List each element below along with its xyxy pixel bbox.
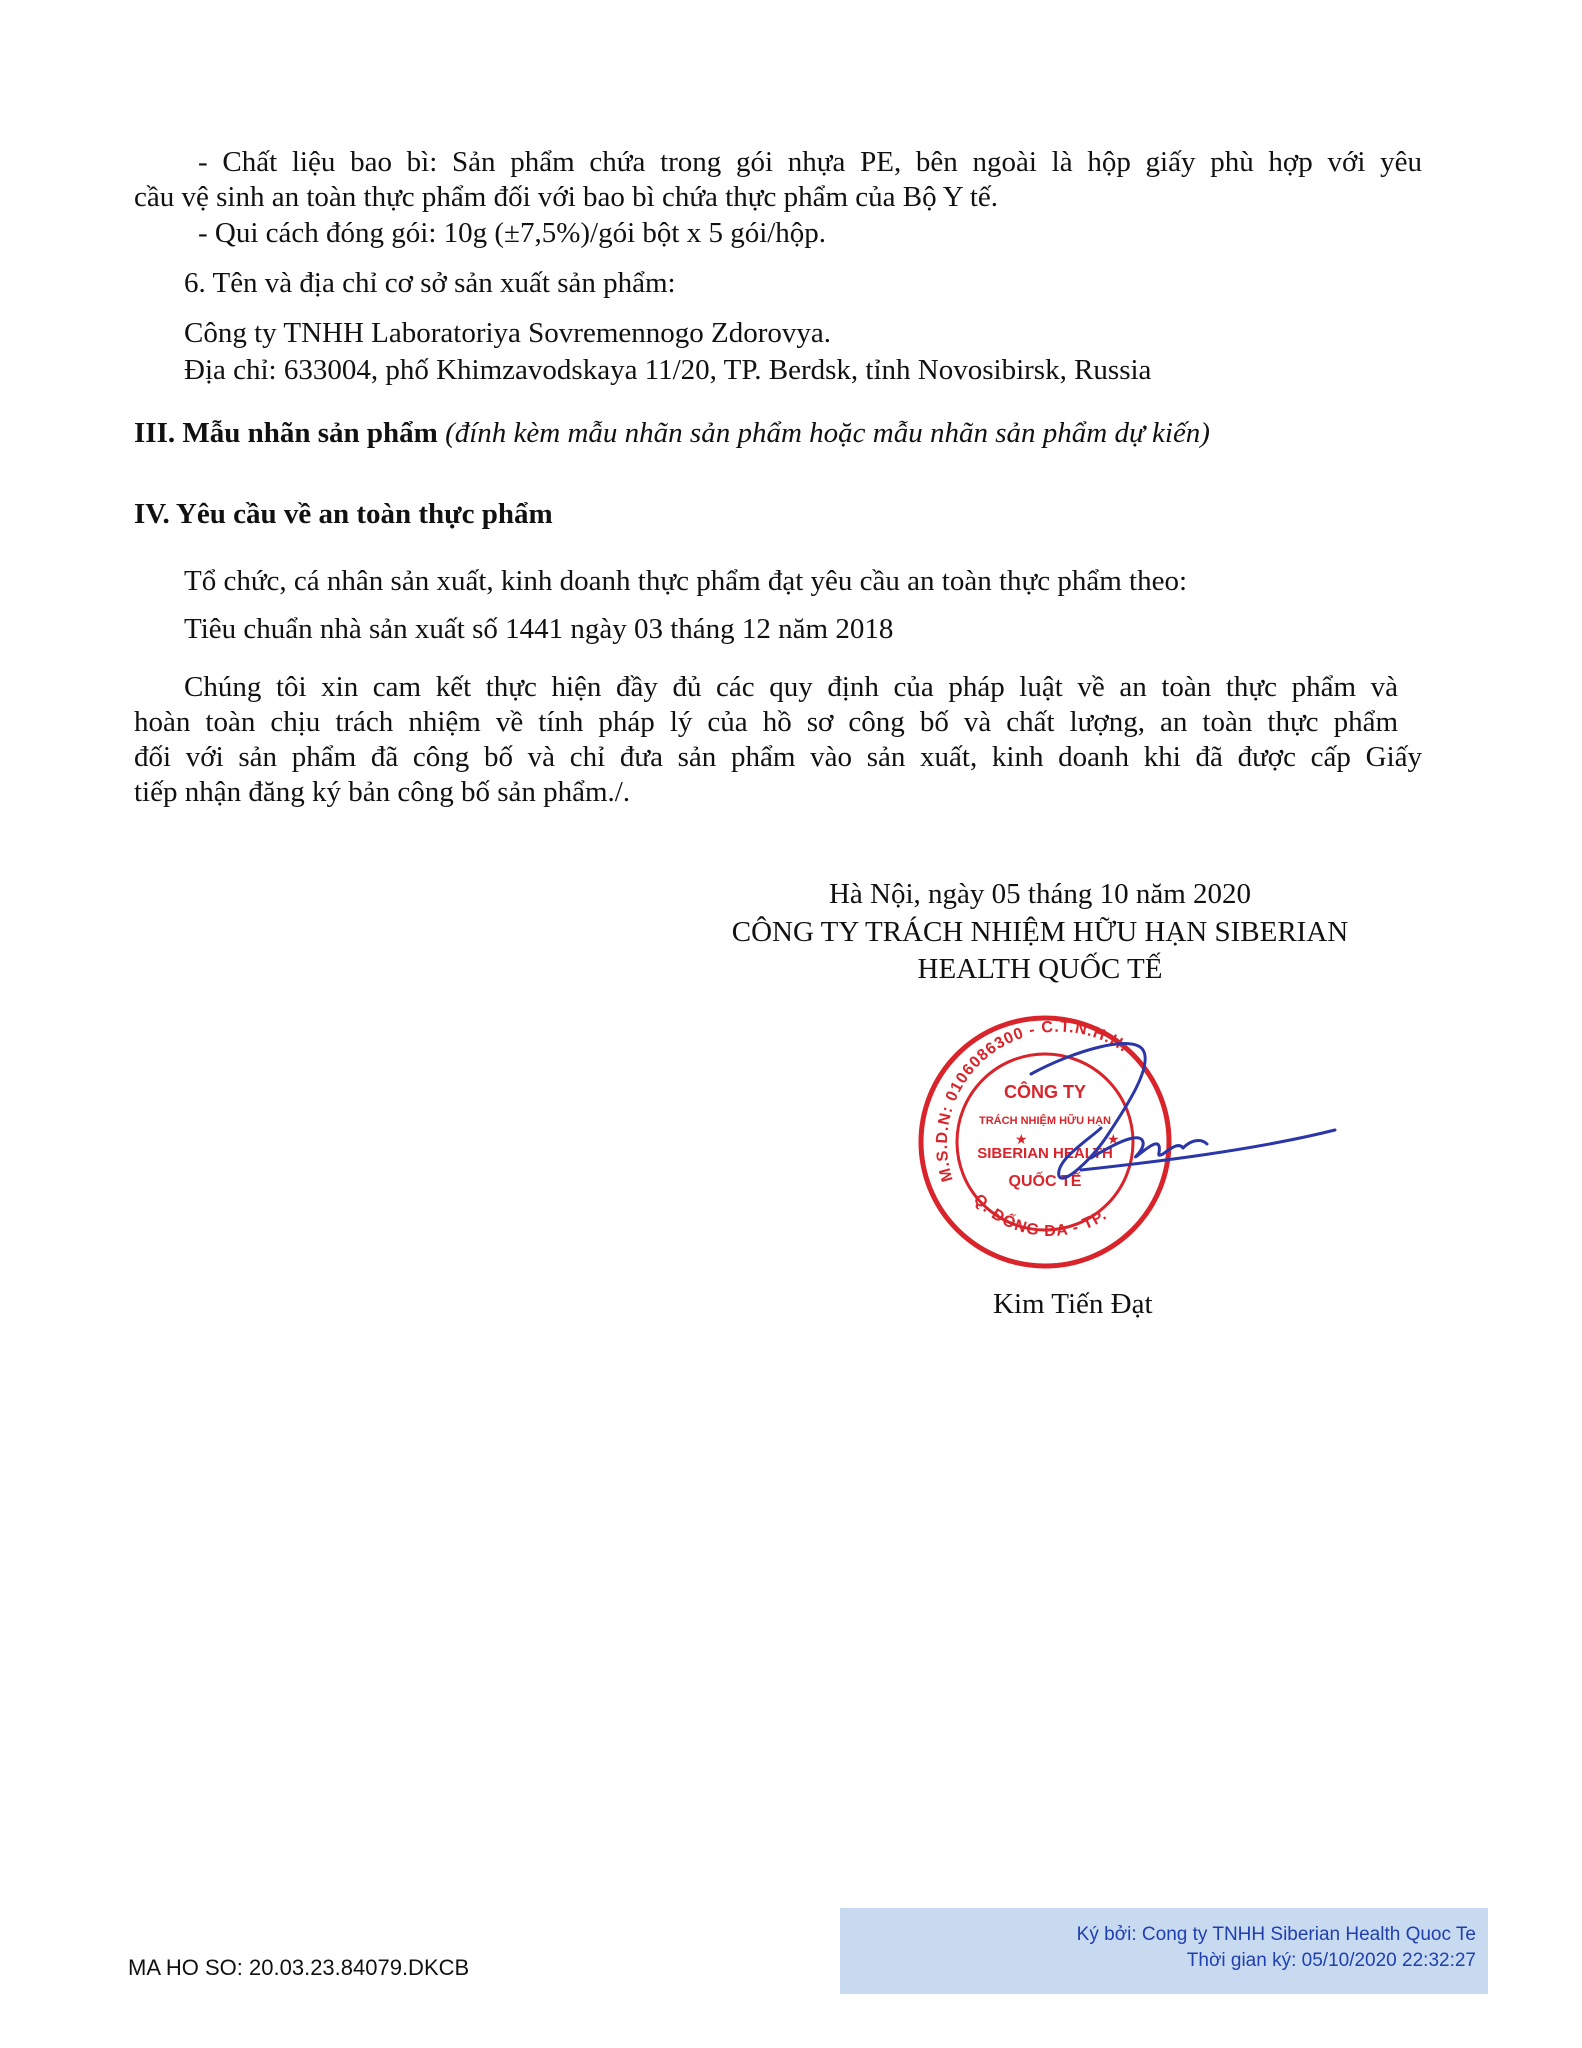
dossier-code: MA HO SO: 20.03.23.84079.DKCB bbox=[128, 1955, 470, 1980]
section-iv-standard: Tiêu chuẩn nhà sản xuất số 1441 ngày 03 tháng 12 năm 2018 bbox=[184, 613, 894, 645]
section-iii-line bbox=[134, 416, 1210, 450]
section-iv-heading: IV. Yêu cầu về an toàn thực phẩm bbox=[134, 498, 553, 530]
packaging-material-line1: - Chất liệu bao bì: Sản phẩm chứa trong gói nhựa PE, bên ngoài là hộp giấy phù hợp với yêu bbox=[198, 146, 1422, 178]
commitment-line3: đối với sản phẩm đã công bố và chỉ đưa sản phẩm vào sản xuất, kinh doanh khi đã được cấp Giấy bbox=[134, 741, 1422, 773]
svg-text:★: ★ bbox=[1015, 1131, 1028, 1147]
company-name-line1: CÔNG TY TRÁCH NHIỆM HỮU HẠN SIBERIAN bbox=[731, 916, 1349, 948]
commitment-line1: Chúng tôi xin cam kết thực hiện đầy đủ các quy định của pháp luật về an toàn thực phẩm và bbox=[184, 671, 1398, 703]
section-iv-intro: Tổ chức, cá nhân sản xuất, kinh doanh thực phẩm đạt yêu cầu an toàn thực phẩm theo: bbox=[184, 565, 1188, 597]
section-iii-note: (đính kèm mẫu nhãn sản phẩm hoặc mẫu nhãn sản phẩm dự kiến) bbox=[445, 417, 1210, 449]
packing-spec: - Qui cách đóng gói: 10g (±7,5%)/gói bột x 5 gói/hộp. bbox=[198, 217, 827, 249]
digital-signature-box bbox=[840, 1908, 1488, 1994]
svg-text:★: ★ bbox=[1107, 1131, 1120, 1147]
place-date: Hà Nội, ngày 05 tháng 10 năm 2020 bbox=[828, 878, 1252, 910]
manufacturer-name: Công ty TNHH Laboratoriya Sovremennogo Zdorovya. bbox=[184, 317, 832, 349]
stamp-bottom-text: Q. ĐỐNG ĐA - TP. bbox=[969, 1191, 1111, 1240]
signed-by: Ký bởi: Cong ty TNHH Siberian Health Quoc Te bbox=[1076, 1924, 1476, 1945]
company-name-line2: HEALTH QUỐC TẾ bbox=[917, 953, 1163, 985]
company-seal-icon bbox=[895, 1010, 1345, 1272]
commitment-line4: tiếp nhận đăng ký bản công bố sản phẩm./. bbox=[134, 776, 631, 808]
commitment-line2: hoàn toàn chịu trách nhiệm về tính pháp lý của hồ sơ công bố và chất lượng, an toàn thực phẩm bbox=[134, 706, 1398, 738]
packaging-material-line2: cầu vệ sinh an toàn thực phẩm đối với bao bì chứa thực phẩm của Bộ Y tế. bbox=[134, 181, 999, 213]
stamp-and-signature bbox=[895, 1010, 1345, 1272]
section-iii-heading: III. Mẫu nhãn sản phẩm bbox=[134, 417, 438, 449]
stamp-line1: CÔNG TY bbox=[1003, 1082, 1087, 1102]
stamp-line2: TRÁCH NHIỆM HỮU HẠN bbox=[979, 1115, 1111, 1127]
stamp-line4: QUỐC TẾ bbox=[1008, 1173, 1082, 1190]
stamp-ring-text: M.S.D.N: 0106086300 - C.T.N.H.H. bbox=[933, 1018, 1132, 1184]
signed-time: Thời gian ký: 05/10/2020 22:32:27 bbox=[1186, 1950, 1476, 1971]
item6-heading: 6. Tên và địa chỉ cơ sở sản xuất sản phẩm: bbox=[184, 267, 676, 299]
signer-name: Kim Tiến Đạt bbox=[993, 1288, 1153, 1320]
manufacturer-address: Địa chỉ: 633004, phố Khimzavodskaya 11/20, TP. Berdsk, tỉnh Novosibirsk, Russia bbox=[184, 354, 1152, 386]
stamp-line3: SIBERIAN HEALTH bbox=[977, 1145, 1113, 1162]
